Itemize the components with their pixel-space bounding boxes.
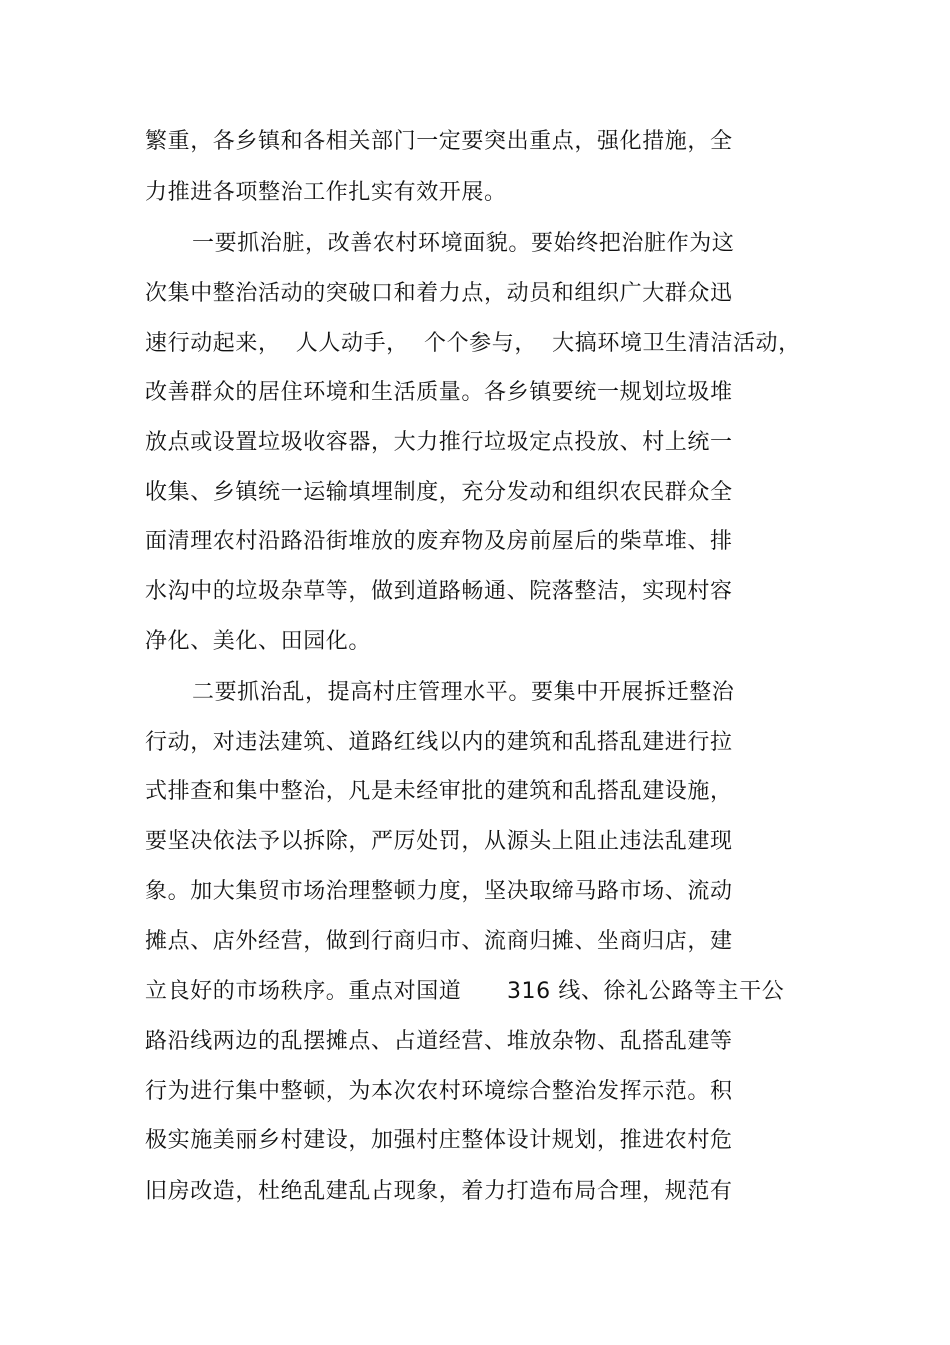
text-line: 极实施美丽乡村建设，加强村庄整体设计规划，推进农村危 — [145, 1128, 733, 1153]
text-line: 力推进各项整治工作扎实有效开展。 — [145, 180, 507, 205]
text-line: 水沟中的垃圾杂草等，做到道路畅通、院落整洁，实现村容 — [145, 579, 733, 604]
text-line: 放点或设置垃圾收容器，大力推行垃圾定点投放、村上统一 — [145, 430, 733, 455]
text-line: 路沿线两边的乱摆摊点、占道经营、堆放杂物、乱搭乱建等 — [145, 1029, 733, 1054]
text-line: 改善群众的居住环境和生活质量。各乡镇要统一规划垃圾堆 — [145, 380, 733, 405]
paragraph-first-line: 一要抓治脏，改善农村环境面貌。要始终把治脏作为这 — [192, 231, 735, 256]
paragraph-first-line: 二要抓治乱，提高村庄管理水平。要集中开展拆迁整治 — [192, 680, 735, 705]
text-line: 式排查和集中整治，凡是未经审批的建筑和乱搭乱建设施， — [145, 779, 733, 804]
text-line: 收集、乡镇统一运输填埋制度，充分发动和组织农民群众全 — [145, 480, 733, 505]
text-line: 行动，对违法建筑、道路红线以内的建筑和乱搭乱建进行拉 — [145, 730, 733, 755]
text-line: 行为进行集中整顿，为本次农村环境综合整治发挥示范。积 — [145, 1079, 733, 1104]
text-line: 速行动起来， 人人动手， 个个参与， 大搞环境卫生清洁活动， — [145, 331, 801, 356]
text-line: 旧房改造，杜绝乱建乱占现象，着力打造布局合理，规范有 — [145, 1179, 733, 1204]
text-line: 摊点、店外经营，做到行商归市、流商归摊、坐商归店，建 — [145, 929, 733, 954]
text-line: 象。加大集贸市场治理整顿力度，坚决取缔马路市场、流动 — [145, 879, 733, 904]
text-line: 面清理农村沿路沿街堆放的废弃物及房前屋后的柴草堆、排 — [145, 529, 733, 554]
text-line: 繁重，各乡镇和各相关部门一定要突出重点，强化措施，全 — [145, 129, 733, 154]
text-line: 净化、美化、田园化。 — [145, 629, 372, 654]
text-line: 立良好的市场秩序。重点对国道 316 线、徐礼公路等主干公 — [145, 979, 785, 1004]
text-line: 要坚决依法予以拆除，严厉处罚，从源头上阻止违法乱建现 — [145, 829, 733, 854]
text-line: 次集中整治活动的突破口和着力点，动员和组织广大群众迅 — [145, 281, 733, 306]
